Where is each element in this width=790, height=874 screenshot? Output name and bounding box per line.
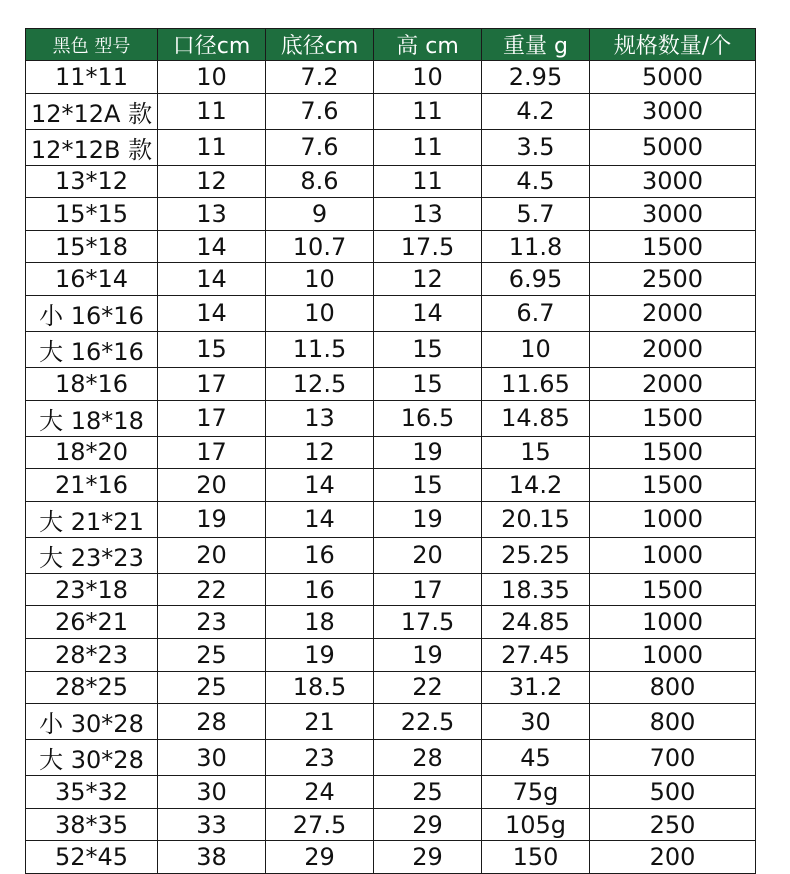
cell-quantity: 1000 <box>590 638 756 671</box>
table-row <box>26 263 756 296</box>
cell-mouth-diameter: 28 <box>158 704 266 740</box>
table-row <box>26 331 756 367</box>
table-header <box>26 29 756 61</box>
table-row <box>26 436 756 469</box>
table-row <box>26 367 756 400</box>
cell-mouth-diameter: 30 <box>158 740 266 776</box>
cell-quantity: 500 <box>590 776 756 809</box>
spec-table <box>25 28 756 874</box>
table-row <box>26 841 756 874</box>
cell-height: 17.5 <box>374 230 482 263</box>
cell-model: 12*12A 款 <box>26 93 158 129</box>
header-quantity: 规格数量/个 <box>590 29 756 61</box>
cell-base-diameter: 10.7 <box>266 230 374 263</box>
cell-quantity: 2500 <box>590 263 756 296</box>
cell-height: 15 <box>374 367 482 400</box>
cell-weight: 11.8 <box>482 230 590 263</box>
cell-mouth-diameter: 20 <box>158 469 266 502</box>
header-height: 高 cm <box>374 29 482 61</box>
cell-quantity: 3000 <box>590 198 756 231</box>
cell-model: 18*16 <box>26 367 158 400</box>
cell-height: 14 <box>374 295 482 331</box>
cell-base-diameter: 8.6 <box>266 165 374 198</box>
header-model: 黑色 型号 <box>26 29 158 61</box>
cell-weight: 150 <box>482 841 590 874</box>
cell-height: 17.5 <box>374 606 482 639</box>
cell-weight: 6.7 <box>482 295 590 331</box>
table-row <box>26 295 756 331</box>
cell-quantity: 700 <box>590 740 756 776</box>
cell-quantity: 1000 <box>590 537 756 573</box>
table-row <box>26 740 756 776</box>
table-row <box>26 198 756 231</box>
cell-base-diameter: 7.6 <box>266 93 374 129</box>
cell-base-diameter: 9 <box>266 198 374 231</box>
cell-base-diameter: 16 <box>266 573 374 606</box>
cell-base-diameter: 10 <box>266 263 374 296</box>
cell-model: 16*14 <box>26 263 158 296</box>
cell-model: 大 18*18 <box>26 400 158 436</box>
header-row <box>26 29 756 61</box>
cell-weight: 10 <box>482 331 590 367</box>
cell-quantity: 1500 <box>590 469 756 502</box>
table-row <box>26 469 756 502</box>
cell-model: 15*18 <box>26 230 158 263</box>
cell-mouth-diameter: 33 <box>158 808 266 841</box>
cell-model: 38*35 <box>26 808 158 841</box>
cell-model: 18*20 <box>26 436 158 469</box>
table-row <box>26 671 756 704</box>
header-weight: 重量 g <box>482 29 590 61</box>
cell-model: 35*32 <box>26 776 158 809</box>
cell-model: 大 23*23 <box>26 537 158 573</box>
cell-model: 大 16*16 <box>26 331 158 367</box>
cell-weight: 5.7 <box>482 198 590 231</box>
cell-mouth-diameter: 14 <box>158 263 266 296</box>
cell-mouth-diameter: 15 <box>158 331 266 367</box>
cell-model: 28*23 <box>26 638 158 671</box>
cell-height: 17 <box>374 573 482 606</box>
cell-weight: 15 <box>482 436 590 469</box>
table-row <box>26 93 756 129</box>
cell-base-diameter: 18.5 <box>266 671 374 704</box>
cell-height: 11 <box>374 93 482 129</box>
cell-model: 23*18 <box>26 573 158 606</box>
cell-height: 15 <box>374 331 482 367</box>
cell-mouth-diameter: 11 <box>158 129 266 165</box>
cell-height: 22.5 <box>374 704 482 740</box>
cell-quantity: 1500 <box>590 400 756 436</box>
cell-quantity: 1500 <box>590 573 756 606</box>
cell-mouth-diameter: 14 <box>158 230 266 263</box>
cell-mouth-diameter: 22 <box>158 573 266 606</box>
table-row <box>26 230 756 263</box>
cell-base-diameter: 10 <box>266 295 374 331</box>
cell-base-diameter: 18 <box>266 606 374 639</box>
cell-mouth-diameter: 17 <box>158 367 266 400</box>
cell-quantity: 2000 <box>590 295 756 331</box>
cell-height: 11 <box>374 129 482 165</box>
cell-mouth-diameter: 25 <box>158 671 266 704</box>
cell-mouth-diameter: 23 <box>158 606 266 639</box>
header-mouth-diameter: 口径cm <box>158 29 266 61</box>
cell-weight: 27.45 <box>482 638 590 671</box>
cell-base-diameter: 19 <box>266 638 374 671</box>
cell-weight: 3.5 <box>482 129 590 165</box>
cell-mouth-diameter: 30 <box>158 776 266 809</box>
table-row <box>26 808 756 841</box>
cell-model: 12*12B 款 <box>26 129 158 165</box>
cell-height: 22 <box>374 671 482 704</box>
cell-weight: 14.85 <box>482 400 590 436</box>
cell-weight: 4.2 <box>482 93 590 129</box>
cell-base-diameter: 27.5 <box>266 808 374 841</box>
table-row <box>26 165 756 198</box>
cell-weight: 75g <box>482 776 590 809</box>
cell-weight: 6.95 <box>482 263 590 296</box>
cell-base-diameter: 14 <box>266 469 374 502</box>
cell-model: 11*11 <box>26 61 158 94</box>
cell-quantity: 5000 <box>590 129 756 165</box>
cell-weight: 31.2 <box>482 671 590 704</box>
table-row <box>26 501 756 537</box>
table-row <box>26 638 756 671</box>
cell-model: 大 21*21 <box>26 501 158 537</box>
cell-height: 25 <box>374 776 482 809</box>
cell-model: 52*45 <box>26 841 158 874</box>
cell-model: 21*16 <box>26 469 158 502</box>
cell-quantity: 1000 <box>590 606 756 639</box>
table-body <box>26 61 756 874</box>
table-row <box>26 606 756 639</box>
cell-model: 26*21 <box>26 606 158 639</box>
cell-mouth-diameter: 10 <box>158 61 266 94</box>
table-row <box>26 537 756 573</box>
cell-base-diameter: 14 <box>266 501 374 537</box>
cell-quantity: 2000 <box>590 331 756 367</box>
table-row <box>26 400 756 436</box>
cell-height: 20 <box>374 537 482 573</box>
cell-weight: 2.95 <box>482 61 590 94</box>
cell-height: 11 <box>374 165 482 198</box>
table-row <box>26 776 756 809</box>
cell-height: 16.5 <box>374 400 482 436</box>
cell-mouth-diameter: 17 <box>158 436 266 469</box>
cell-weight: 14.2 <box>482 469 590 502</box>
cell-quantity: 2000 <box>590 367 756 400</box>
table-row <box>26 573 756 606</box>
cell-mouth-diameter: 20 <box>158 537 266 573</box>
cell-model: 15*15 <box>26 198 158 231</box>
cell-height: 28 <box>374 740 482 776</box>
cell-height: 13 <box>374 198 482 231</box>
cell-weight: 20.15 <box>482 501 590 537</box>
cell-base-diameter: 11.5 <box>266 331 374 367</box>
cell-height: 19 <box>374 436 482 469</box>
cell-quantity: 800 <box>590 704 756 740</box>
cell-base-diameter: 7.2 <box>266 61 374 94</box>
cell-mouth-diameter: 12 <box>158 165 266 198</box>
cell-quantity: 1000 <box>590 501 756 537</box>
cell-model: 小 30*28 <box>26 704 158 740</box>
cell-mouth-diameter: 14 <box>158 295 266 331</box>
cell-quantity: 250 <box>590 808 756 841</box>
cell-weight: 4.5 <box>482 165 590 198</box>
cell-quantity: 800 <box>590 671 756 704</box>
cell-height: 10 <box>374 61 482 94</box>
cell-height: 29 <box>374 808 482 841</box>
cell-model: 28*25 <box>26 671 158 704</box>
cell-model: 大 30*28 <box>26 740 158 776</box>
cell-height: 15 <box>374 469 482 502</box>
cell-mouth-diameter: 11 <box>158 93 266 129</box>
cell-quantity: 1500 <box>590 436 756 469</box>
cell-base-diameter: 24 <box>266 776 374 809</box>
cell-quantity: 1500 <box>590 230 756 263</box>
cell-weight: 25.25 <box>482 537 590 573</box>
cell-model: 小 16*16 <box>26 295 158 331</box>
cell-height: 19 <box>374 501 482 537</box>
cell-mouth-diameter: 17 <box>158 400 266 436</box>
cell-base-diameter: 23 <box>266 740 374 776</box>
header-base-diameter: 底径cm <box>266 29 374 61</box>
cell-quantity: 3000 <box>590 165 756 198</box>
cell-base-diameter: 29 <box>266 841 374 874</box>
cell-quantity: 3000 <box>590 93 756 129</box>
table-row <box>26 704 756 740</box>
cell-quantity: 200 <box>590 841 756 874</box>
cell-mouth-diameter: 19 <box>158 501 266 537</box>
cell-quantity: 5000 <box>590 61 756 94</box>
cell-weight: 45 <box>482 740 590 776</box>
cell-mouth-diameter: 25 <box>158 638 266 671</box>
cell-weight: 24.85 <box>482 606 590 639</box>
table-row <box>26 129 756 165</box>
cell-weight: 11.65 <box>482 367 590 400</box>
cell-base-diameter: 16 <box>266 537 374 573</box>
cell-mouth-diameter: 13 <box>158 198 266 231</box>
cell-base-diameter: 7.6 <box>266 129 374 165</box>
cell-mouth-diameter: 38 <box>158 841 266 874</box>
cell-weight: 30 <box>482 704 590 740</box>
cell-height: 12 <box>374 263 482 296</box>
table-row <box>26 61 756 94</box>
cell-model: 13*12 <box>26 165 158 198</box>
cell-base-diameter: 21 <box>266 704 374 740</box>
cell-base-diameter: 12.5 <box>266 367 374 400</box>
cell-weight: 105g <box>482 808 590 841</box>
cell-height: 29 <box>374 841 482 874</box>
cell-height: 19 <box>374 638 482 671</box>
cell-weight: 18.35 <box>482 573 590 606</box>
cell-base-diameter: 13 <box>266 400 374 436</box>
cell-base-diameter: 12 <box>266 436 374 469</box>
